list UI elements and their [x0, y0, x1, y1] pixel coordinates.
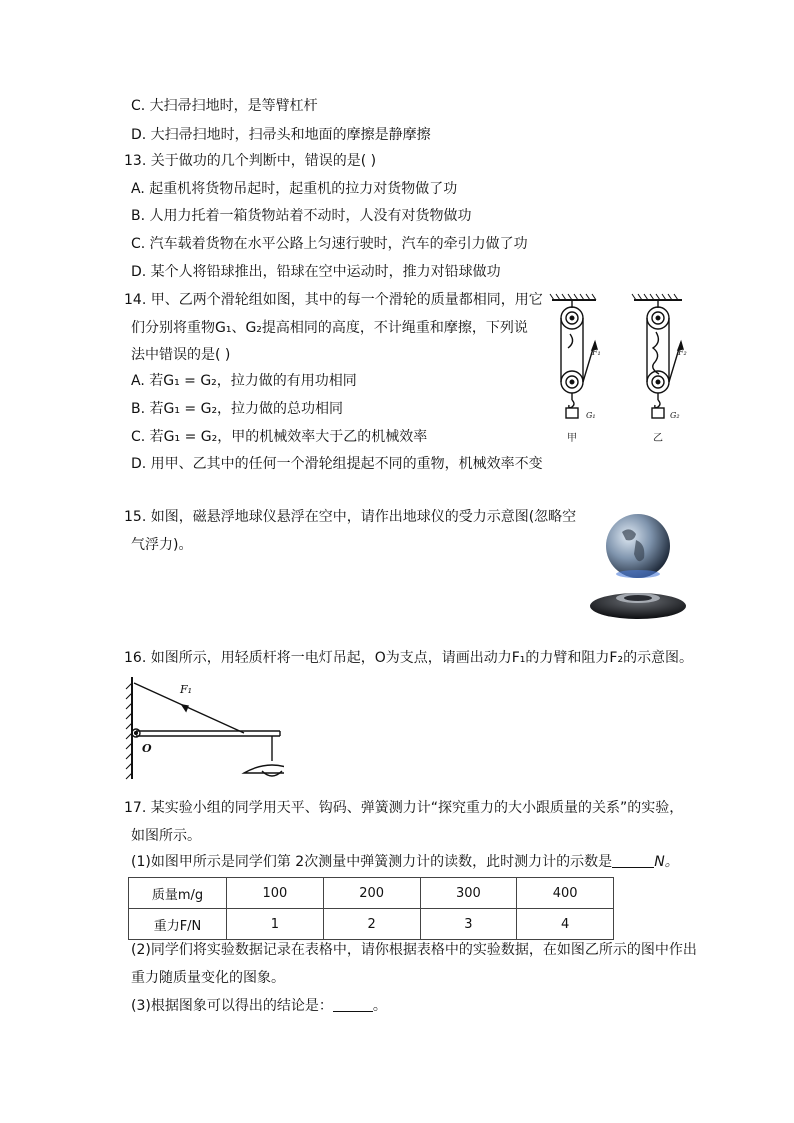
table-cell: 200: [323, 878, 420, 909]
pulley-jia: [550, 294, 597, 418]
q14-stem-2: 们分别将重物G₁、G₂提高相同的高度，不计绳重和摩擦，下列说: [131, 320, 528, 336]
q15-stem-1: 15. 如图，磁悬浮地球仪悬浮在空中，请作出地球仪的受力示意图(忽略空: [124, 509, 577, 525]
q13-option-a: A. 起重机将货物吊起时，起重机的拉力对货物做了功: [131, 181, 458, 197]
table-cell: 100: [227, 878, 324, 909]
force-f1-label: F₁: [592, 348, 601, 357]
pivot-o-label: O: [142, 742, 152, 755]
table-header-weight: 重力F/N: [129, 909, 227, 940]
q13-stem: 13. 关于做功的几个判断中，错误的是( ): [124, 153, 377, 169]
q15-stem-2: 气浮力)。: [131, 537, 193, 553]
table-cell: 300: [420, 878, 517, 909]
weight-g2-label: G₂: [670, 411, 680, 420]
answer-blank[interactable]: [612, 853, 654, 868]
table-row: [129, 909, 614, 940]
table-cell: 4: [517, 909, 614, 940]
table-cell: 2: [323, 909, 420, 940]
q13-option-b: B. 人用力托着一箱货物站着不动时，人没有对货物做功: [131, 208, 472, 224]
q12-option-c: C. 大扫帚扫地时，是等臂杠杆: [131, 98, 318, 114]
q17-part-3: [131, 997, 387, 1015]
q14-option-b: B. 若G₁ = G₂，拉力做的总功相同: [131, 401, 344, 417]
q14-stem-1: 14. 甲、乙两个滑轮组如图，其中的每一个滑轮的质量都相同，用它: [124, 292, 543, 308]
q17-part-3-end: 。: [372, 998, 387, 1014]
q17-stem-1: 17. 某实验小组的同学用天平、钩码、弹簧测力计“探究重力的大小跟质量的关系”的实验，: [124, 800, 684, 816]
q14-option-c: C. 若G₁ = G₂，甲的机械效率大于乙的机械效率: [131, 429, 428, 445]
q14-option-a: A. 若G₁ = G₂，拉力做的有用功相同: [131, 373, 357, 389]
mass-weight-table: [128, 877, 614, 940]
q17-part-2a: (2)同学们将实验数据记录在表格中，请你根据表格中的实验数据，在如图乙所示的图中作出: [131, 942, 697, 958]
force-f1-label: F₁: [180, 683, 193, 696]
table-cell: 3: [420, 909, 517, 940]
jia-label: 甲: [567, 433, 577, 444]
q14-stem-3: 法中错误的是( ): [131, 347, 231, 363]
table-row: [129, 878, 614, 909]
q14-option-d: D. 用甲、乙其中的任何一个滑轮组提起不同的重物，机械效率不变: [131, 456, 543, 472]
q17-part-3-text: (3)根据图象可以得出的结论是：: [131, 998, 333, 1014]
q17-part-2b: 重力随质量变化的图象。: [131, 970, 285, 986]
weight-g1-label: G₁: [586, 411, 596, 420]
q17-part-1-unit: N。: [654, 854, 679, 870]
pulley-yi: [632, 294, 683, 418]
table-header-mass: 质量m/g: [129, 878, 227, 909]
q13-option-d: D. 某个人将铅球推出，铅球在空中运动时，推力对铅球做功: [131, 264, 501, 280]
q12-option-d: D. 大扫帚扫地时，扫帚头和地面的摩擦是静摩擦: [131, 127, 431, 143]
q17-part-1-text: (1)如图甲所示是同学们第 2次测量中弹簧测力计的读数，此时测力计的示数是: [131, 854, 613, 870]
force-f2-label: F₂: [678, 348, 687, 357]
table-cell: 1: [227, 909, 324, 940]
yi-label: 乙: [653, 433, 663, 444]
answer-blank[interactable]: [333, 997, 373, 1012]
maglev-globe-figure: [586, 510, 690, 622]
q16-stem: 16. 如图所示，用轻质杆将一电灯吊起，O为支点，请画出动力F₁的力臂和阻力F₂的示意图。: [124, 650, 694, 666]
pulley-system-figure: [540, 290, 700, 448]
q13-option-c: C. 汽车载着货物在水平公路上匀速行驶时，汽车的牵引力做了功: [131, 236, 528, 252]
lever-lamp-figure: [124, 675, 284, 785]
table-cell: 400: [517, 878, 614, 909]
q17-part-1: [131, 853, 679, 871]
q17-stem-2: 如图所示。: [131, 828, 201, 844]
